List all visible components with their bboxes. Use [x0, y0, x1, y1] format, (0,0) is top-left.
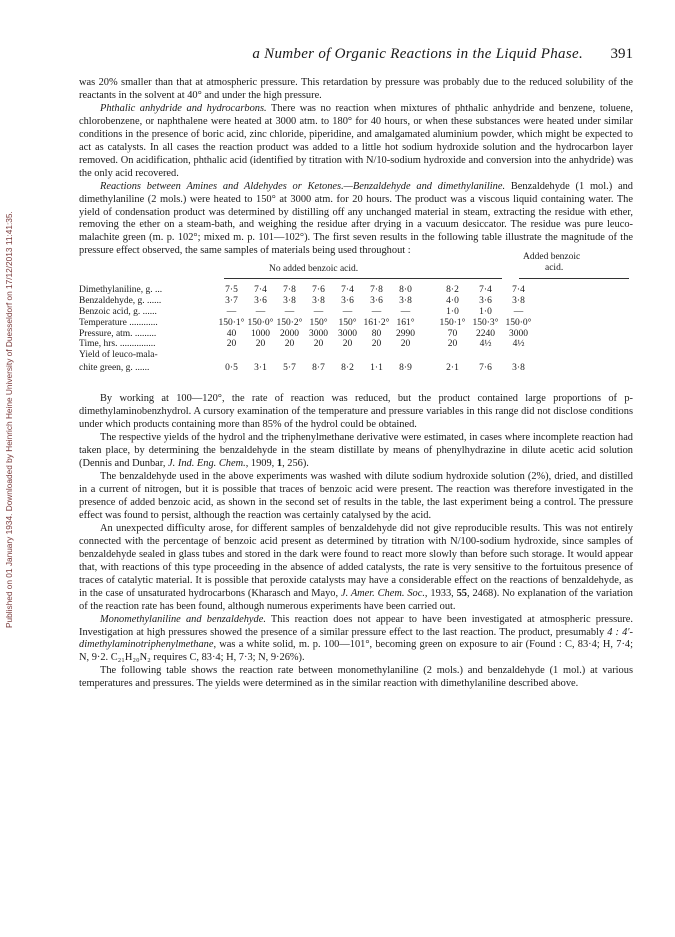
table-gap: [420, 296, 436, 307]
paragraph-phthalic-anhydride: [79, 103, 633, 181]
table-cell: 8·2: [446, 285, 459, 296]
table-row: [79, 307, 535, 318]
table-header-no-benzoic: No added benzoic acid.: [269, 264, 359, 275]
table-cell: 3·6: [254, 296, 267, 307]
paragraph-text: , 256).: [282, 458, 309, 470]
table-header-added-benzoic-2: acid.: [545, 263, 564, 274]
table-cell: 70: [447, 328, 458, 339]
table-cell: 3·1: [254, 363, 267, 374]
table-cell: 3·6: [341, 296, 354, 307]
table-cell: 3000: [509, 328, 528, 339]
table-cell: [333, 350, 362, 361]
table-cell: 80: [371, 328, 382, 339]
table-brace-rule: [519, 278, 629, 279]
table-cell: —: [513, 306, 524, 317]
table-cell: 150·1°: [218, 317, 245, 328]
table-header-added-benzoic: Added benzoic: [523, 252, 581, 263]
results-table: [79, 252, 633, 393]
table-cell: 3000: [338, 328, 357, 339]
table-cell: 20: [400, 339, 411, 350]
table-cell: 150·1°: [439, 317, 466, 328]
table-cell: 4·0: [446, 296, 459, 307]
table-cell: [436, 350, 469, 361]
table-cell: 7·8: [283, 285, 296, 296]
table-cell: 7·4: [254, 285, 267, 296]
table-cell: 8·9: [399, 363, 412, 374]
article-body: [79, 77, 633, 691]
table-cell: 3·8: [283, 296, 296, 307]
table-cell: —: [313, 306, 324, 317]
table-cell: 20: [447, 339, 458, 350]
table-cell: —: [400, 306, 411, 317]
table-cell: 161°: [396, 317, 415, 328]
table-cell: 7·5: [225, 285, 238, 296]
page-header: [79, 48, 633, 66]
table-cell: 7·8: [370, 285, 383, 296]
table-cell: 1000: [251, 328, 270, 339]
paragraph-text: An unexpected difficulty arose, for different samples of benzaldehyde did not give reproducible results. This was not entirely connected with the percentage of benzoic acid present as determined by titration with N/100-sodium hydroxide, since samples of benzaldehyde sealed in glass tubes and stored in the dark were found to react more slowly than before such storage. It would appear that, with reactions of this type proceeding in the absence of added catalysts, the rate is very sensitive to the fortuitous presence of traces of catalytic material. It is possible that peroxide catalysts may have a considerable effect on the reactions of benzaldehyde, as in the case of unsaturated hydrocarbons (Kharasch and Mayo,: [79, 522, 633, 599]
table-row-label: Benzaldehyde, g. ......: [79, 296, 162, 307]
paragraph-benzaldehyde-washing: The benzaldehyde used in the above experiments was washed with dilute sodium hydroxide solution (2%), dried, and distilled in a current of nitrogen, but it is possible that traces of benzoic acid were present. The reaction was therefore investigated in the presence of added benzoic acid, as shown in the second set of results in the table, the last experiment being a control. The pressure effect was found to persist, although the reaction was certainly catalysed by the acid.: [79, 471, 633, 521]
section-heading-amines: Reactions between Amines and Aldehydes or Ketones.—Benzaldehyde and dimethylaniline.: [100, 180, 506, 192]
table-cell: 2990: [396, 328, 415, 339]
table-cell: 4½: [479, 339, 492, 350]
citation-journal: J. Ind. Eng. Chem.: [168, 458, 246, 470]
table-cell: 20: [284, 339, 295, 350]
paragraph-monomethylaniline: [79, 614, 633, 666]
table-row: [79, 318, 535, 329]
paragraph-text: , 1933,: [424, 587, 457, 599]
table-cell: 8·0: [399, 285, 412, 296]
table-cell: [362, 350, 391, 361]
table-gap: [420, 339, 436, 350]
table-cell: 3·8: [312, 296, 325, 307]
table-cell: 150°: [309, 317, 328, 328]
table-cell: 1·0: [479, 306, 492, 317]
table-cell: 8·7: [312, 363, 325, 374]
table-row: [79, 329, 535, 340]
paragraph-retardation: was 20% smaller than that at atmospheric pressure. This retardation by pressure was probably due to the reduced solubility of the reactants in the solvent at 40° and under the high pressure.: [79, 77, 633, 101]
table-cell: [304, 350, 333, 361]
table-row-label: Yield of leuco-mala-: [79, 350, 158, 361]
paragraph-following-table: The following table shows the reaction rate between monomethylaniline (2 mols.) and benzaldehyde (1 mol.) at various temperatures and pressures. The yields were determined as in the similar reaction with dimethylaniline described above.: [79, 665, 633, 690]
table-cell: 3·8: [399, 296, 412, 307]
table-cell: 4½: [512, 339, 525, 350]
table-cell: [391, 350, 420, 361]
table-row-label: chite green, g. ......: [79, 363, 150, 374]
table-cell: 150·2°: [276, 317, 303, 328]
table-cell: 0·5: [225, 363, 238, 374]
table-cell: 20: [313, 339, 324, 350]
table-row: [79, 285, 535, 296]
table-cell: 3000: [309, 328, 328, 339]
table-cell: —: [284, 306, 295, 317]
table-cell: 161·2°: [363, 317, 390, 328]
table-cell: 20: [371, 339, 382, 350]
table-row: [79, 339, 535, 350]
running-title: a Number of Organic Reactions in the Liquid Phase.: [252, 46, 583, 62]
paragraph-text: The respective yields of the hydrol and the triphenylmethane derivative were estimated, in cases where incomplete reaction had taken place, by determining the benzaldehyde in the steam distillate by means of phenylhydrazine in dilute acetic acid solution (Dennis and Dunbar,: [79, 432, 633, 470]
paragraph-text: Benzaldehyde (1 mol.) and dimethylaniline (2 mols.) were heated to 150° at 3000 atm. for 20 hours. The product was a viscous liquid containing water. The yield of condensation product was determined by distilling off any unchanged material in steam, extracting the residue with ether, removing the ether on a steam-bath, and weighing the residue after drying in a vacuum desiccator. The residue was pure leuco-malachite green (m. p. 102°; mixed m. p. 101—102°). The first seven results in the following table illustrate the magnitude of the pressure effect observed, the same samples of materials being used throughout :: [79, 180, 634, 257]
table-row: [79, 361, 535, 374]
table-cell: —: [226, 306, 237, 317]
table-row-label: Benzoic acid, g. ......: [79, 306, 157, 317]
table-cell: 1·1: [370, 363, 383, 374]
table-cell: 150·3°: [472, 317, 499, 328]
paragraph-text: This reaction does not appear to have been investigated at atmospheric pressure. Investigation at high pressures showed the presence of a similar pressure effect to the last reaction. The product, presumably: [79, 613, 633, 638]
table-cell: 7·4: [512, 285, 525, 296]
table-cell: 7·4: [479, 285, 492, 296]
table-cell: 150·0°: [505, 317, 532, 328]
table-row: [79, 296, 535, 307]
table-cell: [275, 350, 304, 361]
table-cell: 3·8: [512, 296, 525, 307]
table-cell: 2000: [280, 328, 299, 339]
table-brace-rule: [224, 278, 502, 279]
table-cell: 150·0°: [247, 317, 274, 328]
paragraph-difficulty: [79, 523, 633, 614]
paragraph-text: There was no reaction when mixtures of phthalic anhydride and benzene, toluene, chlorobenzene, or naphthalene were heated at 3000 atm. to 180° for 40 hours, or when these substances were heated under similar conditions in the presence of boric acid, zinc chloride, piperidine, and amalgamated aluminium powder, which might be expected to act as catalysts. In all cases the reaction product was added to a little hot sodium hydroxide solution and the hydrocarbon layer removed. On acidification, phthalic acid (identified by titration with N/10-sodium hydroxide and conversion into the anhydride) was the only acid recovered.: [79, 102, 633, 179]
table-cell: 150°: [338, 317, 357, 328]
table-row-label: Temperature ............: [79, 317, 158, 328]
table-gap: [420, 318, 436, 329]
citation-volume: 55: [456, 587, 467, 599]
table-cell: 7·6: [479, 363, 492, 374]
table-cell: 20: [226, 339, 237, 350]
table-cell: 7·4: [341, 285, 354, 296]
table-cell: 2240: [476, 328, 495, 339]
download-watermark: Published on 01 January 1934. Downloaded by Heinrich Heine University of Duesseldorf on 17/12/2013 11:41:35.: [4, 211, 14, 629]
table-cell: 20: [342, 339, 353, 350]
page-number: 391: [610, 46, 633, 62]
citation-journal: J. Amer. Chem. Soc.: [340, 587, 425, 599]
paragraph-text: , was a white solid, m. p. 100—101°, becoming green on exposure to air (Found : C, 83·4; H, 7·4; N, 9·2. C₂₁H₂₀N₂ requires C, 83·4; H, 7·3; N, 9·26%).: [79, 639, 633, 664]
table-cell: 40: [226, 328, 237, 339]
paragraph-amines-aldehydes: [79, 181, 633, 259]
compound-name: 4 : 4′-dimethylaminotriphenylmethane: [79, 626, 633, 651]
table-cell: [246, 350, 275, 361]
paragraph-text: , 2468). No explanation of the variation of the reaction rate has been found, although numerous experiments have been carried out.: [79, 587, 633, 612]
paragraph-yields: [79, 432, 633, 471]
table-cell: 5·7: [283, 363, 296, 374]
table-cell: [469, 350, 502, 361]
results-table-grid: [79, 285, 535, 374]
table-cell: 7·6: [312, 285, 325, 296]
table-cell: 3·7: [225, 296, 238, 307]
table-gap: [420, 350, 436, 361]
paragraph-hydrol: By working at 100—120°, the rate of reaction was reduced, but the product contained large proportions of p-dimethylaminobenzhydrol. A cursory examination of the temperature and pressure variables in this range did not disclose conditions under which products containing more than 85% of the hydrol could be obtained.: [79, 393, 633, 431]
table-cell: 3·6: [479, 296, 492, 307]
table-gap: [420, 285, 436, 296]
table-row: [79, 350, 535, 361]
table-cell: [217, 350, 246, 361]
table-gap: [420, 307, 436, 318]
table-cell: —: [255, 306, 266, 317]
table-cell: 3·6: [370, 296, 383, 307]
paragraph-text: , 1909,: [245, 458, 277, 470]
table-row-label: Pressure, atm. .........: [79, 328, 157, 339]
section-heading-monomethylaniline: Monomethylaniline and benzaldehyde.: [100, 613, 266, 625]
table-row-label: Dimethylaniline, g. ...: [79, 285, 163, 296]
table-cell: 8·2: [341, 363, 354, 374]
table-cell: 1·0: [446, 306, 459, 317]
table-cell: —: [342, 306, 353, 317]
citation-volume: 1: [276, 458, 283, 470]
table-row-label: Time, hrs. ...............: [79, 339, 156, 350]
table-gap: [420, 361, 436, 374]
table-cell: 3·8: [512, 363, 525, 374]
table-gap: [420, 329, 436, 340]
table-cell: 20: [255, 339, 266, 350]
table-cell: —: [371, 306, 382, 317]
table-cell: [502, 350, 535, 361]
table-cell: 2·1: [446, 363, 459, 374]
section-heading-phthalic: Phthalic anhydride and hydrocarbons.: [100, 102, 267, 114]
